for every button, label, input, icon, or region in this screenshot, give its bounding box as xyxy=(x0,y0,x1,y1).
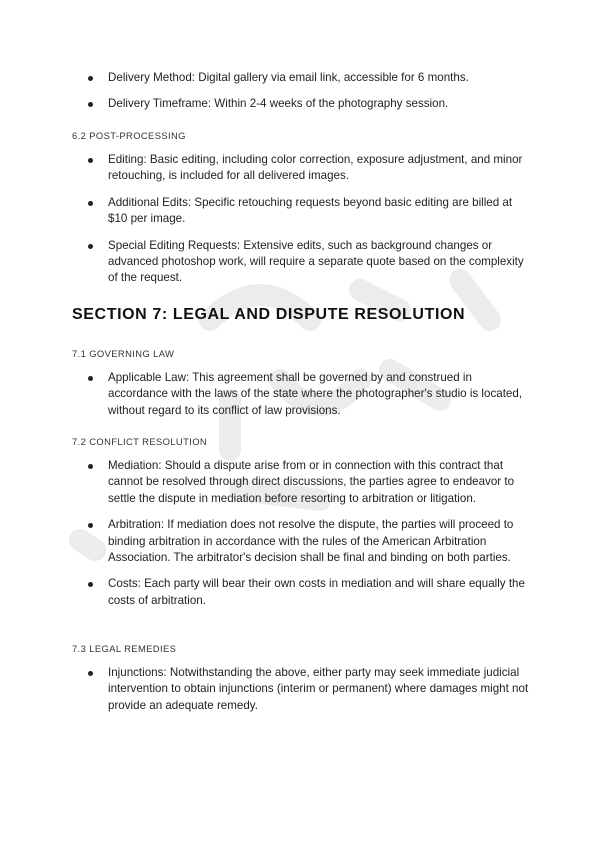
bullet-icon xyxy=(88,102,93,107)
list-item xyxy=(0,70,596,86)
bullet-icon xyxy=(88,376,93,381)
bullet-icon xyxy=(88,244,93,249)
list-item xyxy=(0,370,596,419)
post-processing-list xyxy=(0,152,596,287)
list-item-text: Special Editing Requests: Extensive edits, such as background changes or advanced photoshop work, will require a separate quote based on the complexity of the request. xyxy=(108,238,524,285)
list-item xyxy=(0,458,596,507)
bullet-icon xyxy=(88,582,93,587)
list-item-text: Injunctions: Notwithstanding the above, either party may seek immediate judicial intervention to obtain injunctions (interim or permanent) where damages might not provide an adequate remedy. xyxy=(108,666,529,712)
subsection-heading-conflict-resolution: 7.2 CONFLICT RESOLUTION xyxy=(72,436,208,447)
bullet-icon xyxy=(88,671,93,676)
bullet-icon xyxy=(88,158,93,163)
list-item-text: Costs: Each party will bear their own costs in mediation and will share equally the costs of arbitration. xyxy=(108,577,525,607)
bullet-icon xyxy=(88,523,93,528)
subsection-heading-legal-remedies: 7.3 LEGAL REMEDIES xyxy=(72,643,177,654)
list-item xyxy=(0,152,596,185)
list-item xyxy=(0,517,596,566)
list-item xyxy=(0,665,596,714)
section-title: SECTION 7: LEGAL AND DISPUTE RESOLUTION xyxy=(72,306,466,323)
list-item-text: Delivery Method: Digital gallery via email link, accessible for 6 months. xyxy=(108,71,469,84)
governing-law-list xyxy=(0,370,596,419)
list-item-text: Arbitration: If mediation does not resolve the dispute, the parties will proceed to binding arbitration in accordance with the rules of the American Arbitration Association. The arbitrator's decision shall be final and binding on both parties. xyxy=(108,518,514,565)
subsection-heading-governing-law: 7.1 GOVERNING LAW xyxy=(72,348,175,359)
bullet-icon xyxy=(88,76,93,81)
bullet-icon xyxy=(88,464,93,469)
list-item-text: Delivery Timeframe: Within 2-4 weeks of the photography session. xyxy=(108,97,449,111)
conflict-resolution-list xyxy=(0,458,596,609)
delivery-list xyxy=(0,70,596,113)
list-item xyxy=(0,576,596,609)
list-item xyxy=(0,238,596,287)
list-item xyxy=(0,195,596,228)
legal-remedies-list xyxy=(0,665,596,714)
list-item-text: Editing: Basic editing, including color correction, exposure adjustment, and minor retouching, is included for all delivered images. xyxy=(108,153,523,183)
list-item-text: Applicable Law: This agreement shall be governed by and construed in accordance with the laws of the state where the photographer's studio is located, without regard to its conflict of law provisions. xyxy=(108,371,523,417)
list-item-text: Mediation: Should a dispute arise from or in connection with this contract that cannot be resolved through direct discussions, the parties agree to endeavor to settle the dispute in mediation before resorting to arbitration or litigation. xyxy=(108,459,515,505)
subsection-heading-post-processing: 6.2 POST-PROCESSING xyxy=(72,130,186,141)
list-item xyxy=(0,96,596,112)
bullet-icon xyxy=(88,201,93,206)
list-item-text: Additional Edits: Specific retouching requests beyond basic editing are billed at $10 per image. xyxy=(108,195,513,226)
